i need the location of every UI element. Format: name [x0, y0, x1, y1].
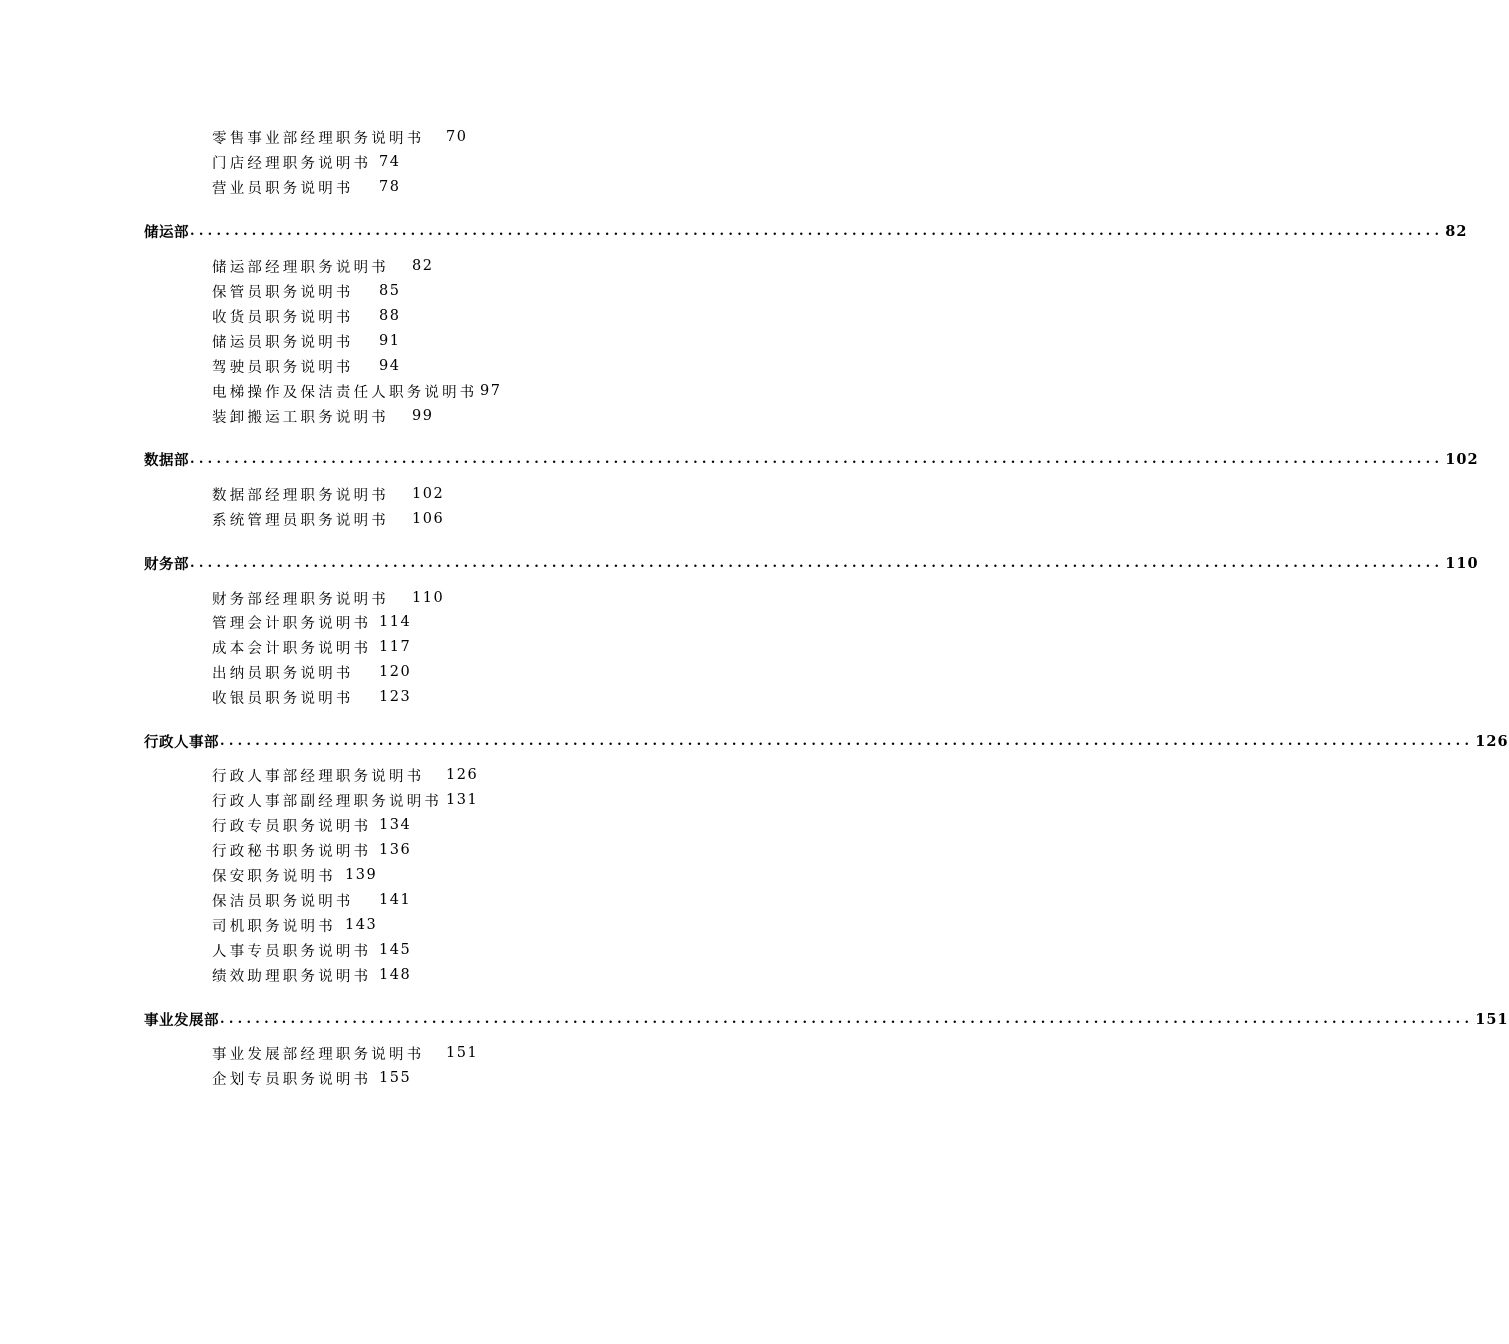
toc-leader-dots: ..............................................................................................................................................: [190, 451, 1444, 467]
toc-entry[interactable]: [212, 661, 412, 683]
toc-section-title: 事业发展部: [144, 1011, 219, 1029]
toc-entry-page: 139: [345, 867, 378, 883]
toc-entry-title: 收银员职务说明书: [212, 690, 354, 707]
toc-entry-page: 120: [379, 664, 412, 680]
toc-entry[interactable]: [212, 380, 502, 402]
toc-entry-page: 155: [379, 1070, 412, 1086]
toc-section-page: 110: [1445, 554, 1479, 572]
toc-entry[interactable]: [212, 176, 401, 198]
toc-section-title: 储运部: [144, 223, 189, 241]
toc-entry-page: 88: [379, 308, 401, 324]
toc-entry-title: 人事专员职务说明书: [212, 943, 372, 960]
toc-entry-title: 行政人事部副经理职务说明书: [212, 793, 443, 810]
toc-section-heading[interactable]: [144, 730, 1509, 752]
toc-entry[interactable]: [212, 939, 412, 961]
toc-entry-title: 保安职务说明书: [212, 868, 336, 885]
toc-entry[interactable]: [212, 914, 378, 936]
toc-leader-dots: ..............................................................................................................................................: [190, 555, 1444, 571]
toc-entry-title: 储运部经理职务说明书: [212, 259, 389, 276]
toc-entry-title: 行政专员职务说明书: [212, 818, 372, 835]
toc-section-page: 82: [1445, 222, 1468, 240]
toc-entry-title: 零售事业部经理职务说明书: [212, 130, 425, 147]
toc-entry-title: 管理会计职务说明书: [212, 615, 372, 632]
toc-entry[interactable]: [212, 839, 412, 861]
toc-entry[interactable]: [212, 789, 479, 811]
toc-entry-title: 驾驶员职务说明书: [212, 359, 354, 376]
toc-entry[interactable]: [212, 126, 468, 148]
toc-entry-page: 74: [379, 154, 401, 170]
toc-entry[interactable]: [212, 686, 412, 708]
toc-entry-title: 电梯操作及保洁责任人职务说明书: [212, 384, 478, 401]
toc-section-page: 102: [1445, 450, 1479, 468]
toc-entry[interactable]: [212, 255, 434, 277]
toc-entry-page: 151: [446, 1045, 479, 1061]
toc-entry-page: 126: [446, 767, 479, 783]
toc-section-title: 行政人事部: [144, 733, 219, 751]
toc-entry[interactable]: [212, 330, 401, 352]
toc-entry[interactable]: [212, 814, 412, 836]
toc-entry-page: 143: [345, 917, 378, 933]
toc-entry-title: 装卸搬运工职务说明书: [212, 409, 389, 426]
toc-entry-page: 110: [412, 590, 445, 606]
toc-entry-page: 99: [412, 408, 434, 424]
toc-leader-dots: ..............................................................................................................................................: [190, 223, 1444, 239]
toc-entry-title: 门店经理职务说明书: [212, 155, 372, 172]
toc-section-title: 财务部: [144, 555, 189, 573]
toc-entry-title: 绩效助理职务说明书: [212, 968, 372, 985]
toc-entry[interactable]: [212, 864, 378, 886]
toc-entry-page: 141: [379, 892, 412, 908]
toc-entry[interactable]: [212, 964, 412, 986]
toc-entry-page: 106: [412, 511, 445, 527]
toc-entry-title: 储运员职务说明书: [212, 334, 354, 351]
toc-entry-title: 行政秘书职务说明书: [212, 843, 372, 860]
toc-entry-title: 数据部经理职务说明书: [212, 487, 389, 504]
toc-entry[interactable]: [212, 305, 401, 327]
toc-entry-title: 企划专员职务说明书: [212, 1071, 372, 1088]
toc-entry[interactable]: [212, 1042, 479, 1064]
toc-entry-title: 保管员职务说明书: [212, 284, 354, 301]
toc-entry-page: 136: [379, 842, 412, 858]
toc-entry-page: 70: [446, 129, 468, 145]
toc-entry-title: 行政人事部经理职务说明书: [212, 768, 425, 785]
toc-entry[interactable]: [212, 405, 434, 427]
toc-entry-title: 出纳员职务说明书: [212, 665, 354, 682]
toc-entry-title: 财务部经理职务说明书: [212, 591, 389, 608]
toc-entry-page: 102: [412, 486, 445, 502]
toc-entry[interactable]: [212, 889, 412, 911]
toc-entry[interactable]: [212, 611, 412, 633]
toc-section-title: 数据部: [144, 451, 189, 469]
toc-entry[interactable]: [212, 280, 401, 302]
toc-entry-title: 成本会计职务说明书: [212, 640, 372, 657]
toc-entry[interactable]: [212, 151, 401, 173]
toc-section-page: 151: [1475, 1010, 1509, 1028]
toc-section-heading[interactable]: [144, 1008, 1509, 1030]
toc-entry-page: 85: [379, 283, 401, 299]
toc-entry-page: 123: [379, 689, 412, 705]
toc-section-heading[interactable]: [144, 448, 1479, 470]
toc-entry-title: 司机职务说明书: [212, 918, 336, 935]
toc-entry-page: 94: [379, 358, 401, 374]
toc-entry-page: 82: [412, 258, 434, 274]
toc-entry-page: 91: [379, 333, 401, 349]
toc-entry-page: 131: [446, 792, 479, 808]
toc-entry[interactable]: [212, 508, 445, 530]
toc-section-heading[interactable]: [144, 552, 1479, 574]
toc-entry-title: 系统管理员职务说明书: [212, 512, 389, 529]
toc-entry-page: 117: [379, 639, 412, 655]
toc-section-heading[interactable]: [144, 220, 1468, 242]
toc-leader-dots: ..............................................................................................................................................: [220, 1011, 1474, 1027]
toc-entry-title: 收货员职务说明书: [212, 309, 354, 326]
toc-entry[interactable]: [212, 1067, 412, 1089]
toc-entry-page: 78: [379, 179, 401, 195]
toc-entry[interactable]: [212, 355, 401, 377]
toc-leader-dots: ..............................................................................................................................................: [220, 733, 1474, 749]
toc-entry-page: 134: [379, 817, 412, 833]
toc-entry-page: 145: [379, 942, 412, 958]
toc-entry[interactable]: [212, 764, 479, 786]
toc-entry[interactable]: [212, 587, 445, 609]
toc-entry-page: 97: [480, 383, 502, 399]
toc-entry-title: 保洁员职务说明书: [212, 893, 354, 910]
toc-entry-page: 148: [379, 967, 412, 983]
toc-entry[interactable]: [212, 636, 412, 658]
toc-entry[interactable]: [212, 483, 445, 505]
toc-entry-title: 营业员职务说明书: [212, 180, 354, 197]
toc-entry-page: 114: [379, 614, 412, 630]
toc-section-page: 126: [1475, 732, 1509, 750]
toc-entry-title: 事业发展部经理职务说明书: [212, 1046, 425, 1063]
